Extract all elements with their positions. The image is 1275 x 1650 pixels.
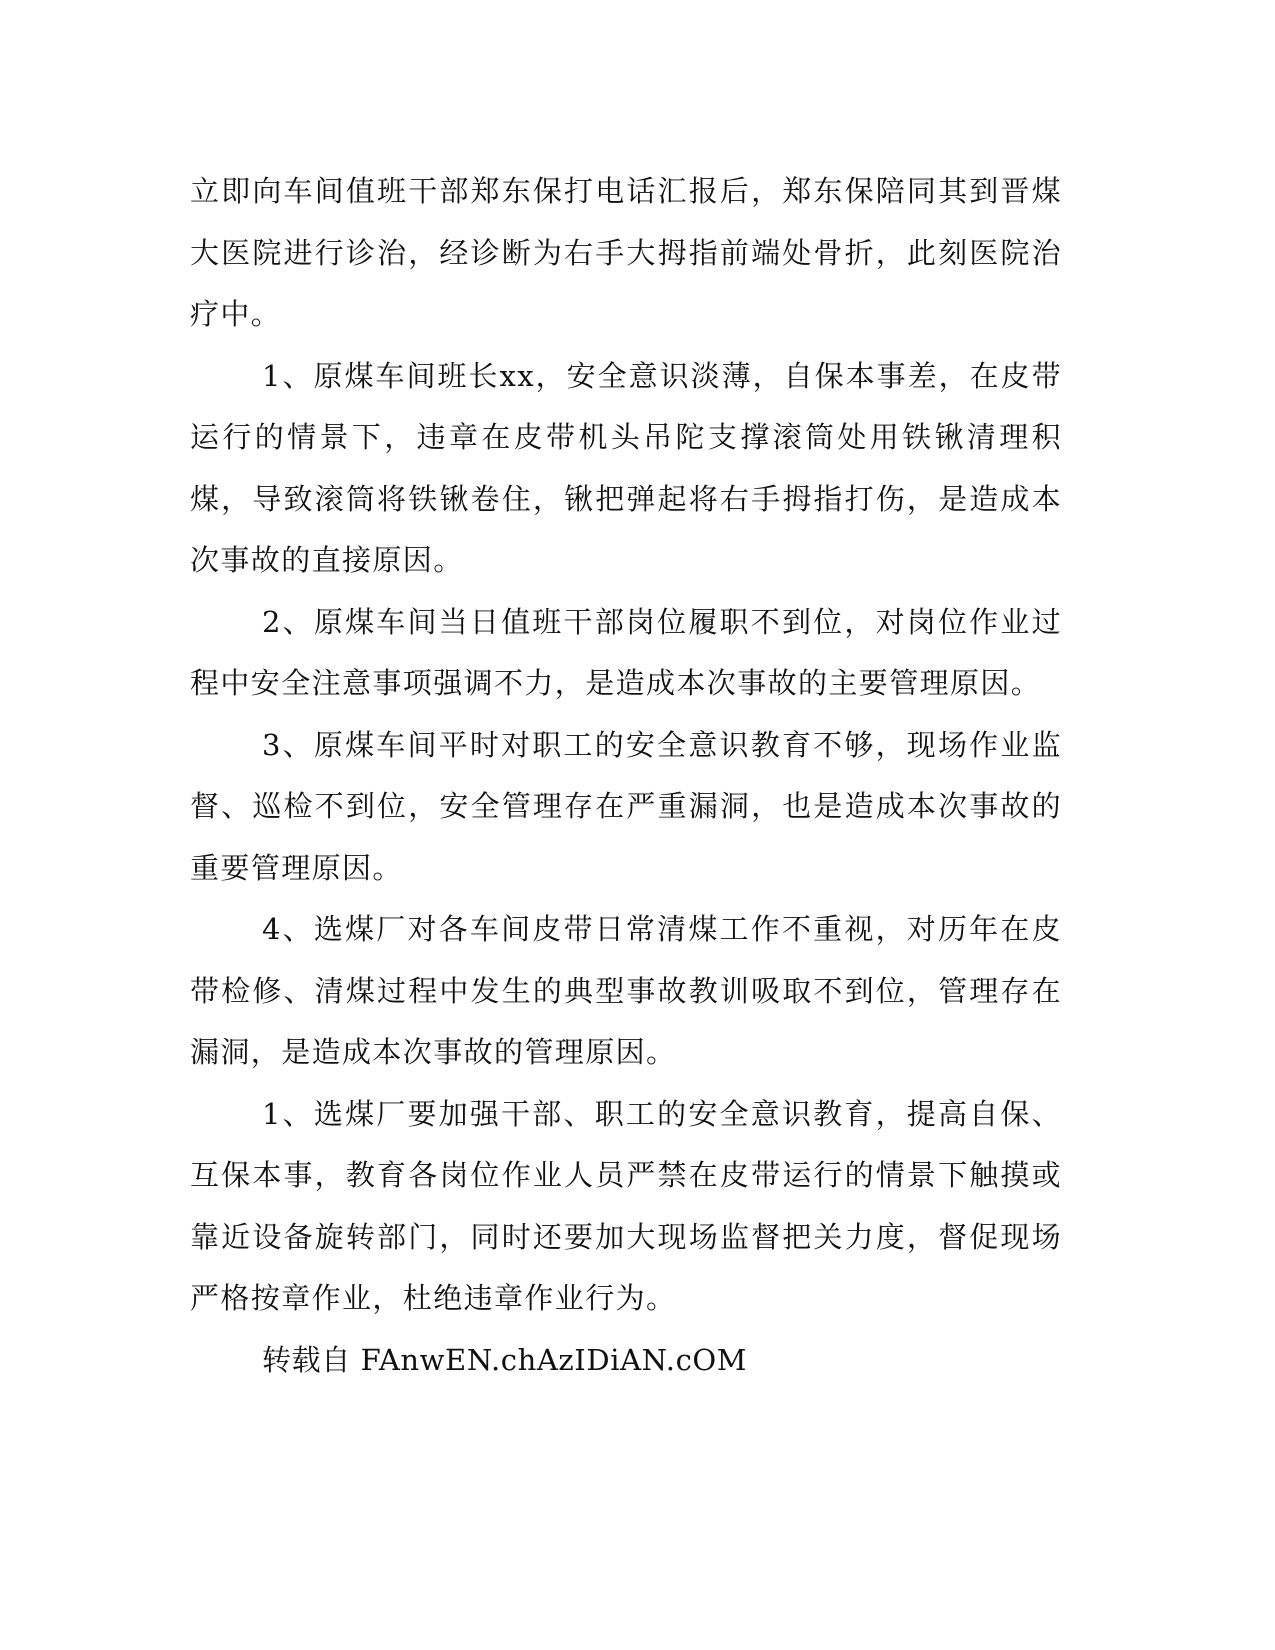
paragraph-cause-4: 4、选煤厂对各车间皮带日常清煤工作不重视，对历年在皮带检修、清煤过程中发生的典型事故教训吸取不到位，管理存在漏洞，是造成本次事故的管理原因。 <box>190 912 1062 1069</box>
paragraph-cause-3: 3、原煤车间平时对职工的安全意识教育不够，现场作业监督、巡检不到位，安全管理存在严重漏洞，也是造成本次事故的重要管理原因。 <box>190 727 1062 885</box>
source-attribution: 转载自 FAnwEN.chAzIDiAN.cOM <box>262 1342 748 1377</box>
paragraph-measure-1: 1、选煤厂要加强干部、职工的安全意识教育，提高自保、互保本事，教育各岗位作业人员严禁在皮带运行的情景下触摸或靠近设备旋转部门，同时还要加大现场监督把关力度，督促现场严格按章作业，杜绝违章作业行为。 <box>190 1096 1062 1315</box>
paragraph-cause-1: 1、原煤车间班长xx，安全意识淡薄，自保本事差，在皮带运行的情景下，违章在皮带机头吊陀支撑滚筒处用铁锹清理积煤，导致滚筒将铁锹卷住，锹把弹起将右手拇指打伤，是造成本次事故的直接原因。 <box>190 358 1062 577</box>
document-body <box>190 161 1062 1391</box>
paragraph-cause-2: 2、原煤车间当日值班干部岗位履职不到位，对岗位作业过程中安全注意事项强调不力，是造成本次事故的主要管理原因。 <box>190 604 1062 700</box>
paragraph-intro: 立即向车间值班干部郑东保打电话汇报后，郑东保陪同其到晋煤大医院进行诊治，经诊断为右手大拇指前端处骨折，此刻医院治疗中。 <box>190 174 1062 331</box>
